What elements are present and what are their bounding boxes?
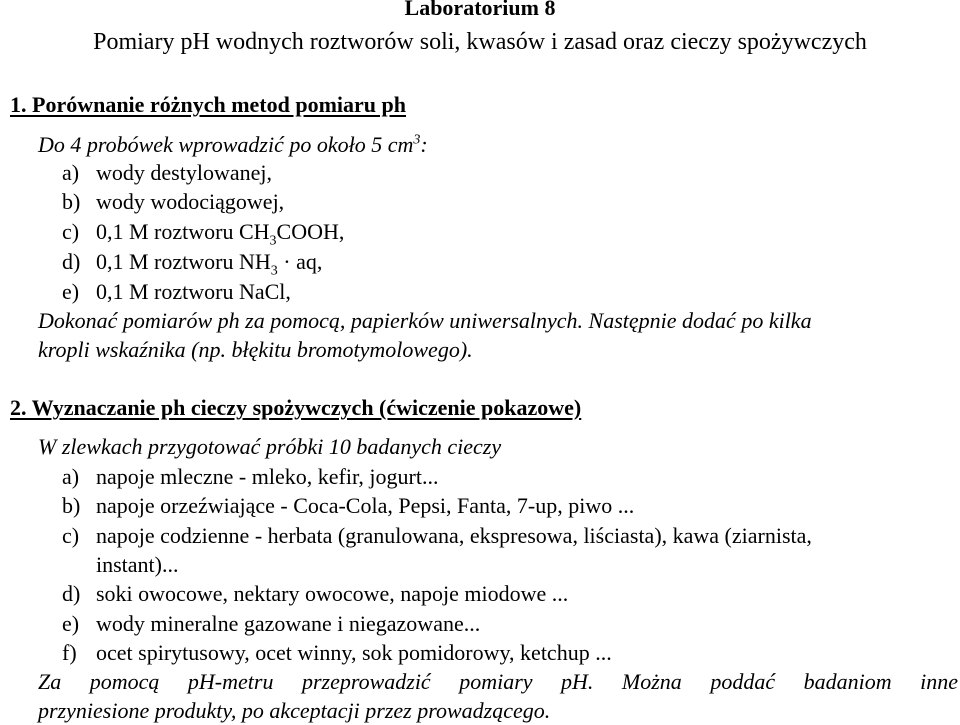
- list-item-label: d): [62, 249, 81, 274]
- list-item-continuation: instant)...: [96, 552, 179, 577]
- list-item-text: napoje codzienne - herbata (granulowana, ekspresowa, liściasta), kawa (ziarnista,: [96, 523, 812, 548]
- list-item-text: · aq,: [277, 249, 323, 274]
- outro-word: poddać: [710, 669, 776, 694]
- section-2-outro-line-1: [38, 669, 958, 695]
- intro-text: Do 4 probówek wprowadzić po około 5 cm: [38, 132, 414, 157]
- page-title: Laboratorium 8: [404, 0, 556, 20]
- list-item-text: 0,1 M roztworu NH: [96, 249, 271, 274]
- list-item-label: d): [62, 581, 81, 606]
- list-item-subscript: 3: [269, 233, 277, 249]
- list-item-label: a): [62, 464, 80, 489]
- outro-word: przeprowadzić: [301, 669, 431, 694]
- list-item-label: c): [62, 523, 80, 548]
- list-item-text: 0,1 M roztworu NaCl,: [96, 279, 291, 304]
- list-item: [62, 249, 323, 279]
- outro-word: Można: [621, 669, 682, 694]
- outro-word: inne: [920, 669, 958, 694]
- list-item-label: c): [62, 219, 80, 244]
- list-item: [62, 279, 291, 305]
- list-item-text: wody wodociągowej,: [96, 189, 285, 214]
- list-item-label: e): [62, 279, 80, 304]
- list-item: [62, 493, 634, 519]
- list-item: [62, 219, 345, 249]
- list-item-text: wody mineralne gazowane i niegazowane...: [96, 611, 481, 636]
- section-1-intro: [38, 132, 428, 158]
- section-1-heading: 1. Porównanie różnych metod pomiaru ph: [10, 92, 406, 117]
- intro-superscript: 3: [413, 132, 421, 148]
- list-item: [62, 189, 284, 215]
- outro-word: pomocą: [89, 669, 160, 694]
- section-2-heading: 2. Wyznaczanie ph cieczy spożywczych (ćwiczenie pokazowe): [10, 395, 582, 420]
- outro-word: badaniom: [803, 669, 892, 694]
- outro-word: pH-metru: [187, 669, 274, 694]
- list-item-subscript: 3: [270, 263, 278, 279]
- section-1-outro-line-2: kropli wskaźnika (np. błękitu bromotymolowego).: [38, 337, 473, 362]
- list-item-text: COOH,: [276, 219, 345, 244]
- section-2-outro-line-2: przyniesione produkty, po akceptacji przez prowadzącego.: [38, 698, 551, 723]
- list-item-text: soki owocowe, nektary owocowe, napoje miodowe ...: [96, 581, 569, 606]
- outro-word: pH.: [561, 669, 594, 694]
- list-item-label: a): [62, 160, 80, 185]
- list-item: [62, 160, 272, 186]
- list-item-label: e): [62, 611, 80, 636]
- list-item: [62, 523, 812, 549]
- list-item: [62, 640, 612, 666]
- section-2-intro: W zlewkach przygotować próbki 10 badanych cieczy: [38, 434, 502, 459]
- list-item: [62, 611, 480, 637]
- intro-colon: :: [420, 132, 428, 157]
- list-item: [62, 464, 438, 490]
- list-item-text: 0,1 M roztworu CH: [96, 219, 270, 244]
- list-item-text: wody destylowanej,: [96, 160, 272, 185]
- list-item-label: f): [62, 640, 77, 665]
- list-item-label: b): [62, 189, 81, 214]
- list-item-text: napoje orzeźwiające - Coca-Cola, Pepsi, Fanta, 7-up, piwo ...: [96, 493, 635, 518]
- outro-word: pomiary: [459, 669, 533, 694]
- outro-word: Za: [38, 669, 62, 694]
- list-item-label: b): [62, 493, 81, 518]
- page-subtitle: Pomiary pH wodnych roztworów soli, kwasów i zasad oraz cieczy spożywczych: [93, 29, 867, 55]
- list-item: [62, 581, 568, 607]
- list-item-text: ocet spirytusowy, ocet winny, sok pomidorowy, ketchup ...: [96, 640, 612, 665]
- list-item-text: napoje mleczne - mleko, kefir, jogurt...: [96, 464, 439, 489]
- section-1-outro-line-1: Dokonać pomiarów ph za pomocą, papierków uniwersalnych. Następnie dodać po kilka: [38, 308, 812, 333]
